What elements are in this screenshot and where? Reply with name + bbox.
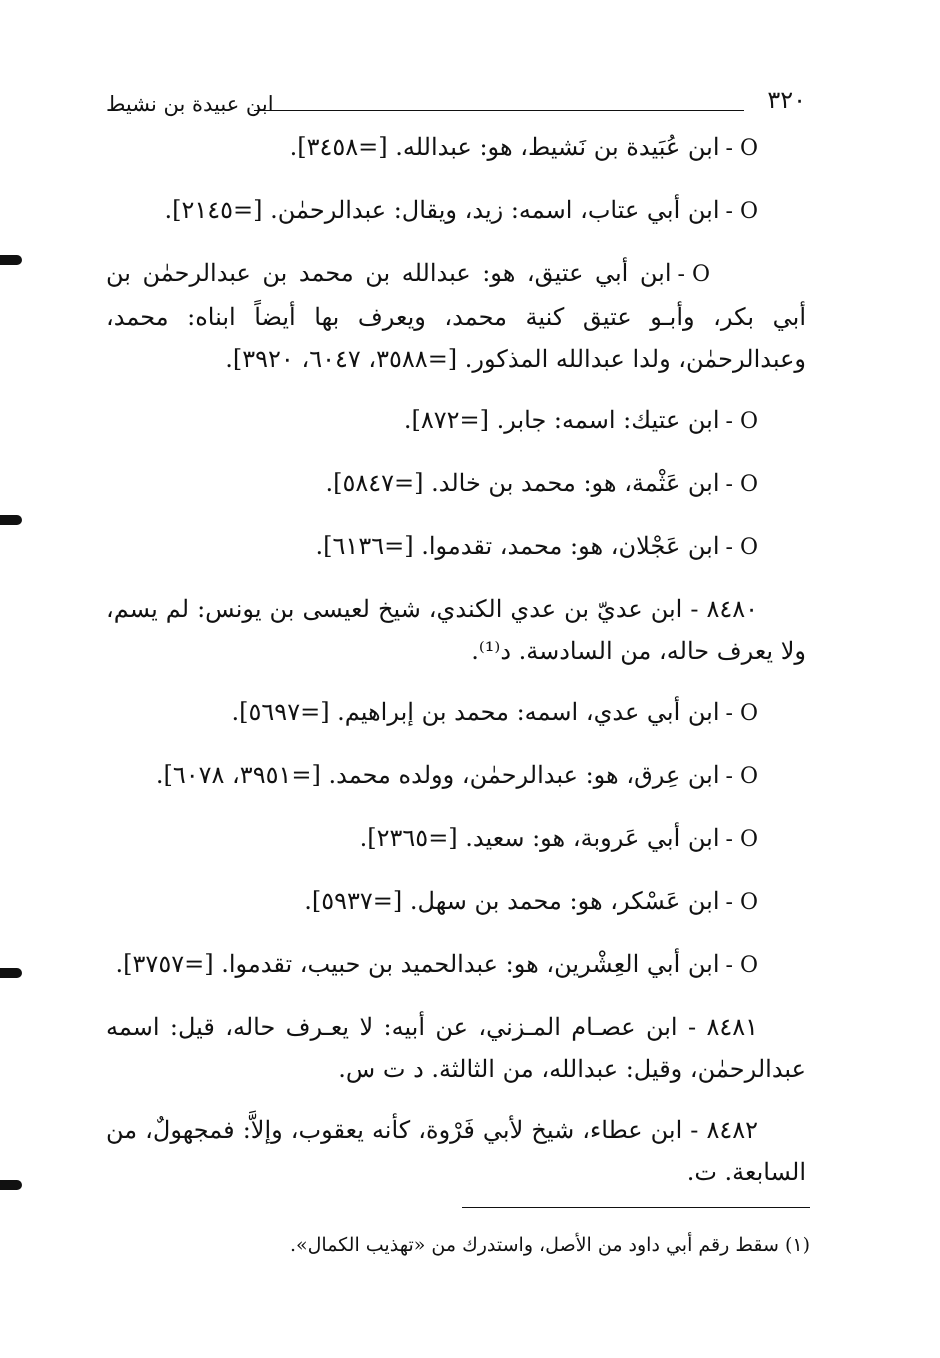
binding-mark <box>0 255 22 265</box>
list-item <box>106 126 806 170</box>
circle-bullet-icon: O - <box>725 409 758 434</box>
list-item <box>106 189 806 233</box>
entry-text: ابن عُبَيدة بن نَشيط، هو: عبدالله. [=٣٤٥٨]. <box>289 133 720 161</box>
circle-bullet-icon: O - <box>725 199 758 224</box>
entry-text: ابن أبي العِشْرين، هو: عبدالحميد بن حبيب، تقدموا. [=٣٧٥٧]. <box>115 950 720 978</box>
list-item <box>106 399 806 443</box>
circle-bullet-icon: O - <box>725 472 758 497</box>
entry-text: ابن عَسْكر، هو: محمد بن سهل. [=٥٩٣٧]. <box>304 887 720 915</box>
circle-bullet-icon: O - <box>725 953 758 978</box>
binding-mark <box>0 968 22 978</box>
list-item <box>106 754 806 798</box>
running-header <box>106 86 806 126</box>
entry-text: ابن أبي عَروبة، هو: سعيد. [=٢٣٦٥]. <box>359 824 720 852</box>
footnote-separator <box>462 1207 810 1208</box>
footnote: (١) سقط رقم أبي داود من الأصل، واستدرك من «تهذيب الكمال». <box>289 1234 810 1256</box>
entries-list <box>106 126 806 1193</box>
list-item <box>106 943 806 987</box>
page-number: ٣٢٠ <box>767 86 806 114</box>
list-item <box>106 525 806 569</box>
entry-text: ابن عَجْلان، هو: محمد، تقدموا. [=٦١٣٦]. <box>315 532 720 560</box>
list-item <box>106 252 806 380</box>
circle-bullet-icon: O - <box>725 827 758 852</box>
entry-text: ابن أبي عدي، اسمه: محمد بن إبراهيم. [=٥٦٩٧]. <box>231 698 720 726</box>
circle-bullet-icon: O - <box>725 764 758 789</box>
running-title: ابن عبيدة بن نشيط <box>106 92 274 116</box>
header-rule <box>254 110 744 111</box>
list-item <box>106 462 806 506</box>
binding-mark <box>0 1180 22 1190</box>
numbered-entry: ٨٤٨٠ - ابن عديّ بن عدي الكندي، شيخ لعيسى بن يونس: لم يسم، ولا يعرف حاله، من السادسة. د⁽¹⁾. <box>106 595 806 665</box>
entry-text: ابن عِرق، هو: عبدالرحمٰن، وولده محمد. [=٣٩٥١، ٦٠٧٨]. <box>155 761 720 789</box>
circle-bullet-icon: O - <box>677 262 710 287</box>
list-item <box>106 880 806 924</box>
entry-text: ابن أبي عتيق، هو: عبدالله بن محمد بن عبدالرحمٰن بن أبي بكر، وأبـو عتيق كنية محمد، ويعرف بها أيضاً ابناه: محمد، وعبدالرحمٰن، ولدا عبدالله المذكور. [=٣٥٨٨، ٦٠٤٧، ٣٩٢٠]. <box>106 259 806 373</box>
list-item <box>106 817 806 861</box>
entry-text: ابن عتيك: اسمه: جابر. [=٨٧٢]. <box>403 406 720 434</box>
circle-bullet-icon: O - <box>725 701 758 726</box>
entry-text: ابن عَثْمة، هو: محمد بن خالد. [=٥٨٤٧]. <box>325 469 720 497</box>
circle-bullet-icon: O - <box>725 535 758 560</box>
binding-mark <box>0 515 22 525</box>
circle-bullet-icon: O - <box>725 136 758 161</box>
list-item <box>106 691 806 735</box>
circle-bullet-icon: O - <box>725 890 758 915</box>
entry-text: ابن أبي عتاب، اسمه: زيد، ويقال: عبدالرحمٰن. [=٢١٤٥]. <box>164 196 720 224</box>
numbered-entry: ٨٤٨٢ - ابن عطاء، شيخ لأبي فَرْوة، كأنه يعقوب، وإلاَّ: فمجهولٌ، من السابعة. ت. <box>106 1116 806 1186</box>
numbered-entry: ٨٤٨١ - ابن عصـام المـزني، عن أبيه: لا يعـرف حاله، قيل: اسمه عبدالرحمٰن، وقيل: عبدالله، من الثالثة. د ت س. <box>106 1013 806 1083</box>
